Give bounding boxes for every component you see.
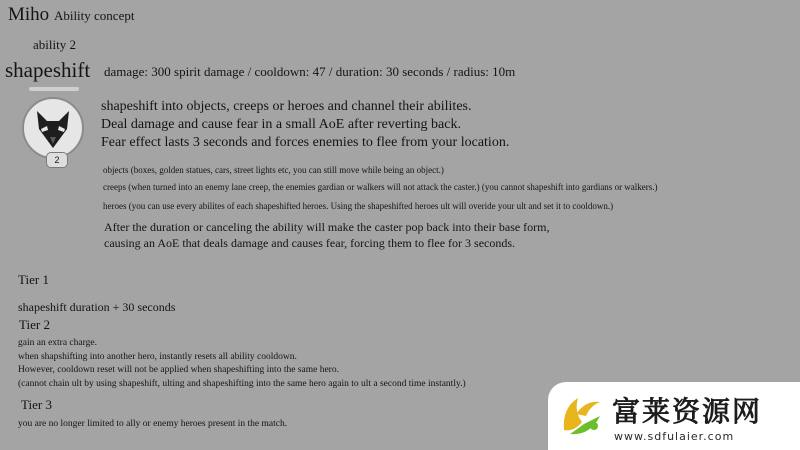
ability-name: shapeshift — [5, 58, 91, 82]
icon-top-bar — [29, 87, 79, 91]
tier-2-line: gain an extra charge. — [18, 338, 97, 348]
after-effect-line: causing an AoE that deals damage and causes fear, forcing them to flee for 3 seconds. — [104, 236, 516, 250]
icon-level-badge: 2 — [46, 152, 68, 168]
detail-creeps-main: creeps (when turned into an enemy lane creep, the enemies gardian or walkers will not attack the caster.) — [103, 182, 480, 192]
tier-2-label: Tier 2 — [19, 317, 50, 332]
page-title — [8, 4, 134, 26]
ability-number-label: ability 2 — [33, 37, 76, 52]
description-line: Deal damage and cause fear in a small AoE after reverting back. — [101, 117, 461, 132]
watermark-text: 富莱资源网 — [612, 395, 763, 428]
tier-2-line: However, cooldown reset will not be applied when shapeshifting into the same hero. — [18, 365, 339, 375]
tier-3-label: Tier 3 — [21, 397, 52, 412]
detail-objects: objects (boxes, golden statues, cars, street lights etc, you can still move while being an object.) — [103, 165, 444, 175]
fox-head-glyph — [24, 99, 82, 157]
after-effect-line: After the duration or canceling the ability will make the caster pop back into their base form, — [104, 220, 550, 234]
detail-heroes: heroes (you can use every abilites of each shapeshifted heroes. Using the shapeshifted heroes ult will overide your ult and set it to cooldown.) — [103, 201, 614, 211]
page-title-text: Miho — [8, 4, 50, 25]
tier-3-line: you are no longer limited to ally or enemy heroes present in the match. — [18, 419, 288, 429]
watermark-panel — [548, 382, 800, 450]
description-line: Fear effect lasts 3 seconds and forces enemies to flee from your location. — [101, 135, 510, 150]
detail-creeps-note: (you cannot shapeshift into gardians or walkers.) — [481, 182, 658, 192]
page-subtitle: Ability concept — [53, 8, 135, 23]
watermark-url: www.sdfulaier.com — [614, 430, 735, 443]
tier-2-line: when shapshifting into another hero, instantly resets all ability cooldown. — [18, 352, 297, 362]
tier-2-line: (cannot chain ult by using shapeshift, ulting and shapeshifting into the same hero again to ult a second time instantly.) — [18, 379, 466, 389]
tier-1-line: shapeshift duration + 30 seconds — [18, 300, 176, 314]
description-line: shapeshift into objects, creeps or heroes and channel their abilites. — [101, 99, 472, 114]
fox-head-icon — [22, 97, 84, 159]
wheat-leaf-logo-icon — [556, 390, 608, 447]
tier-1-label: Tier 1 — [18, 272, 49, 287]
detail-creeps — [103, 182, 658, 192]
ability-stats: damage: 300 spirit damage / cooldown: 47 / duration: 30 seconds / radius: 10m — [104, 64, 516, 79]
